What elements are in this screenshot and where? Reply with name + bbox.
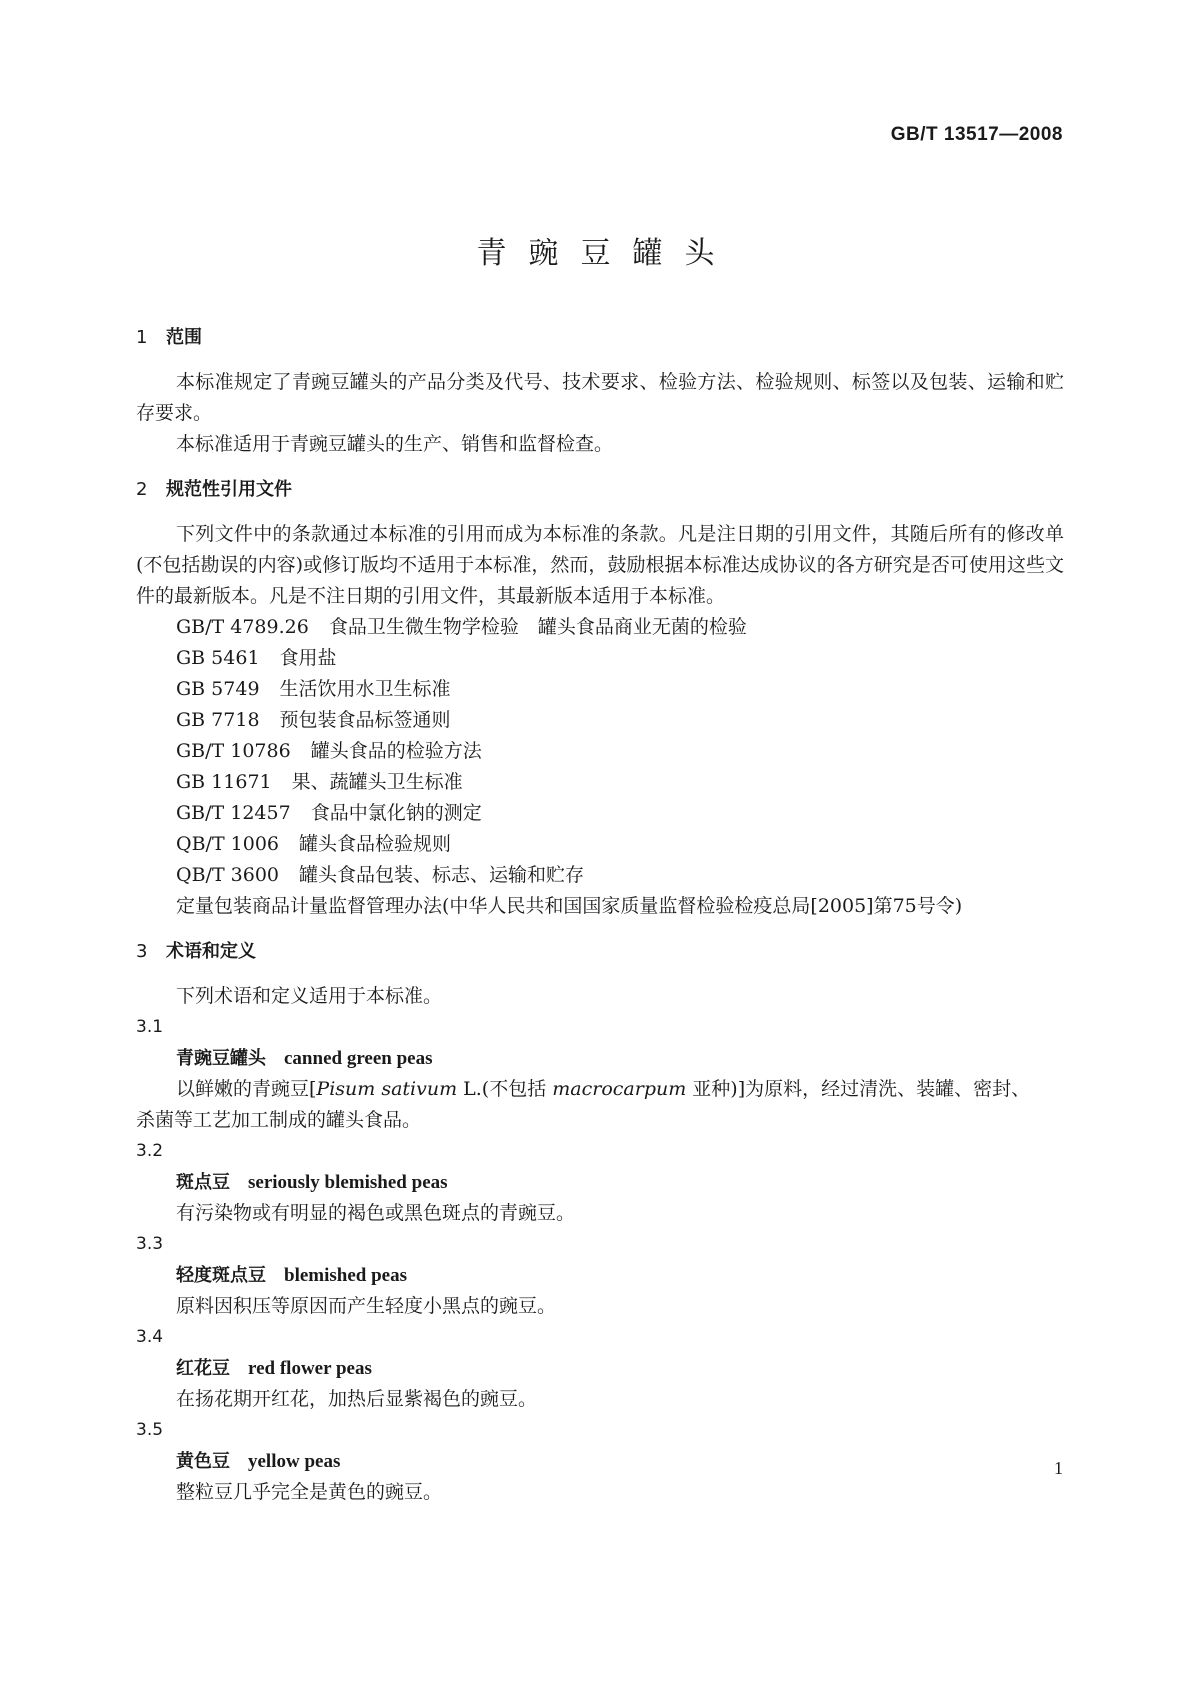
term-name-zh: 斑点豆: [176, 1172, 230, 1193]
reference-title: 食品中氯化钠的测定: [310, 802, 482, 824]
definition-text: L.(不包括: [457, 1078, 553, 1100]
term-definition: [136, 1074, 1064, 1105]
section-number: 3: [136, 941, 148, 962]
term-definition: 原料因积压等原因而产生轻度小黑点的豌豆。: [176, 1295, 557, 1317]
paragraph: 本标准规定了青豌豆罐头的产品分类及代号、技术要求、检验方法、检验规则、标签以及包装、运输和贮存要求。: [136, 371, 1064, 424]
reference-title: 生活饮用水卫生标准: [279, 678, 451, 700]
reference-item: [136, 705, 1064, 736]
latin-name: Pisum sativum: [316, 1078, 458, 1100]
reference-code: GB/T 10786: [176, 740, 291, 762]
reference-item: [136, 674, 1064, 705]
term-name-zh: 黄色豆: [176, 1451, 230, 1472]
reference-code: QB/T 1006: [176, 833, 280, 855]
term-name: [136, 1353, 1064, 1384]
section-title: 术语和定义: [166, 941, 256, 962]
reference-title: 食品卫生微生物学检验 罐头食品商业无菌的检验: [328, 616, 747, 638]
term-definition: 整粒豆几乎完全是黄色的豌豆。: [176, 1481, 443, 1503]
standard-code: GB/T 13517—2008: [890, 124, 1063, 145]
reference-code: GB/T 12457: [176, 802, 291, 824]
reference-item: [136, 798, 1064, 829]
section-number: 1: [136, 327, 148, 348]
reference-title: 罐头食品的检验方法: [310, 740, 482, 762]
reference-title: 罐头食品包装、标志、运输和贮存: [299, 864, 585, 886]
section-3-heading: [136, 936, 1064, 967]
reference-item: [136, 643, 1064, 674]
term-name-zh: 青豌豆罐头: [176, 1048, 266, 1069]
term-name-zh: 红花豆: [176, 1358, 230, 1379]
term-number: 3.4: [136, 1327, 164, 1347]
paragraph: 下列术语和定义适用于本标准。: [176, 985, 443, 1007]
reference-title: 预包装食品标签通则: [279, 709, 451, 731]
section-2-heading: [136, 474, 1064, 505]
reference-code: GB 11671: [176, 771, 272, 793]
term-definition: 有污染物或有明显的褐色或黑色斑点的青豌豆。: [176, 1202, 576, 1224]
definition-text: 亚种)]为原料，经过清洗、装罐、密封、: [686, 1078, 1031, 1100]
paragraph: 下列文件中的条款通过本标准的引用而成为本标准的条款。凡是注日期的引用文件，其随后所有的修改单(不包括勘误的内容)或修订版均不适用于本标准，然而，鼓励根据本标准达成协议的各方研究是否可使用这些文件的最新版本。凡是不注日期的引用文件，其最新版本适用于本标准。: [136, 523, 1064, 607]
term-name-en: canned green peas: [284, 1048, 433, 1069]
reference-code: GB 5461: [176, 647, 260, 669]
term-name-en: blemished peas: [284, 1265, 407, 1286]
reference-title: 罐头食品检验规则: [299, 833, 452, 855]
reference-item: [136, 829, 1064, 860]
term-name-en: yellow peas: [248, 1451, 341, 1472]
term-name-en: red flower peas: [248, 1358, 372, 1379]
term-number: 3.2: [136, 1141, 164, 1161]
term-name: [136, 1167, 1064, 1198]
latin-name: macrocarpum: [552, 1078, 687, 1100]
section-title: 规范性引用文件: [166, 479, 292, 500]
paragraph: 本标准适用于青豌豆罐头的生产、销售和监督检查。: [176, 433, 614, 455]
reference-code: QB/T 3600: [176, 864, 280, 886]
term-name-zh: 轻度斑点豆: [176, 1265, 266, 1286]
reference-item: [136, 612, 1064, 643]
reference-item: [136, 860, 1064, 891]
term-name-en: seriously blemished peas: [248, 1172, 448, 1193]
document-title: 青豌豆罐头: [476, 236, 737, 271]
reference-item: [136, 736, 1064, 767]
reference-item: 定量包装商品计量监督管理办法(中华人民共和国国家质量监督检验检疫总局[2005]第75号令): [176, 895, 963, 917]
term-name: [136, 1043, 1064, 1074]
definition-text: 以鲜嫩的青豌豆[: [176, 1078, 317, 1100]
term-number: 3.3: [136, 1234, 164, 1254]
reference-code: GB 5749: [176, 678, 260, 700]
page-number: 1: [1054, 1458, 1063, 1478]
reference-code: GB/T 4789.26: [176, 616, 309, 638]
term-name: [136, 1260, 1064, 1291]
reference-title: 食用盐: [279, 647, 337, 669]
term-number: 3.1: [136, 1017, 164, 1037]
section-1-heading: [136, 322, 1064, 353]
reference-item: [136, 767, 1064, 798]
section-title: 范围: [166, 327, 202, 348]
reference-title: 果、蔬罐头卫生标准: [291, 771, 463, 793]
document-body: [136, 322, 1064, 1508]
term-definition-continued: 杀菌等工艺加工制成的罐头食品。: [136, 1109, 422, 1131]
term-number: 3.5: [136, 1420, 164, 1440]
section-number: 2: [136, 479, 148, 500]
term-name: [136, 1446, 1064, 1477]
term-definition: 在扬花期开红花，加热后显紫褐色的豌豆。: [176, 1388, 538, 1410]
reference-code: GB 7718: [176, 709, 260, 731]
